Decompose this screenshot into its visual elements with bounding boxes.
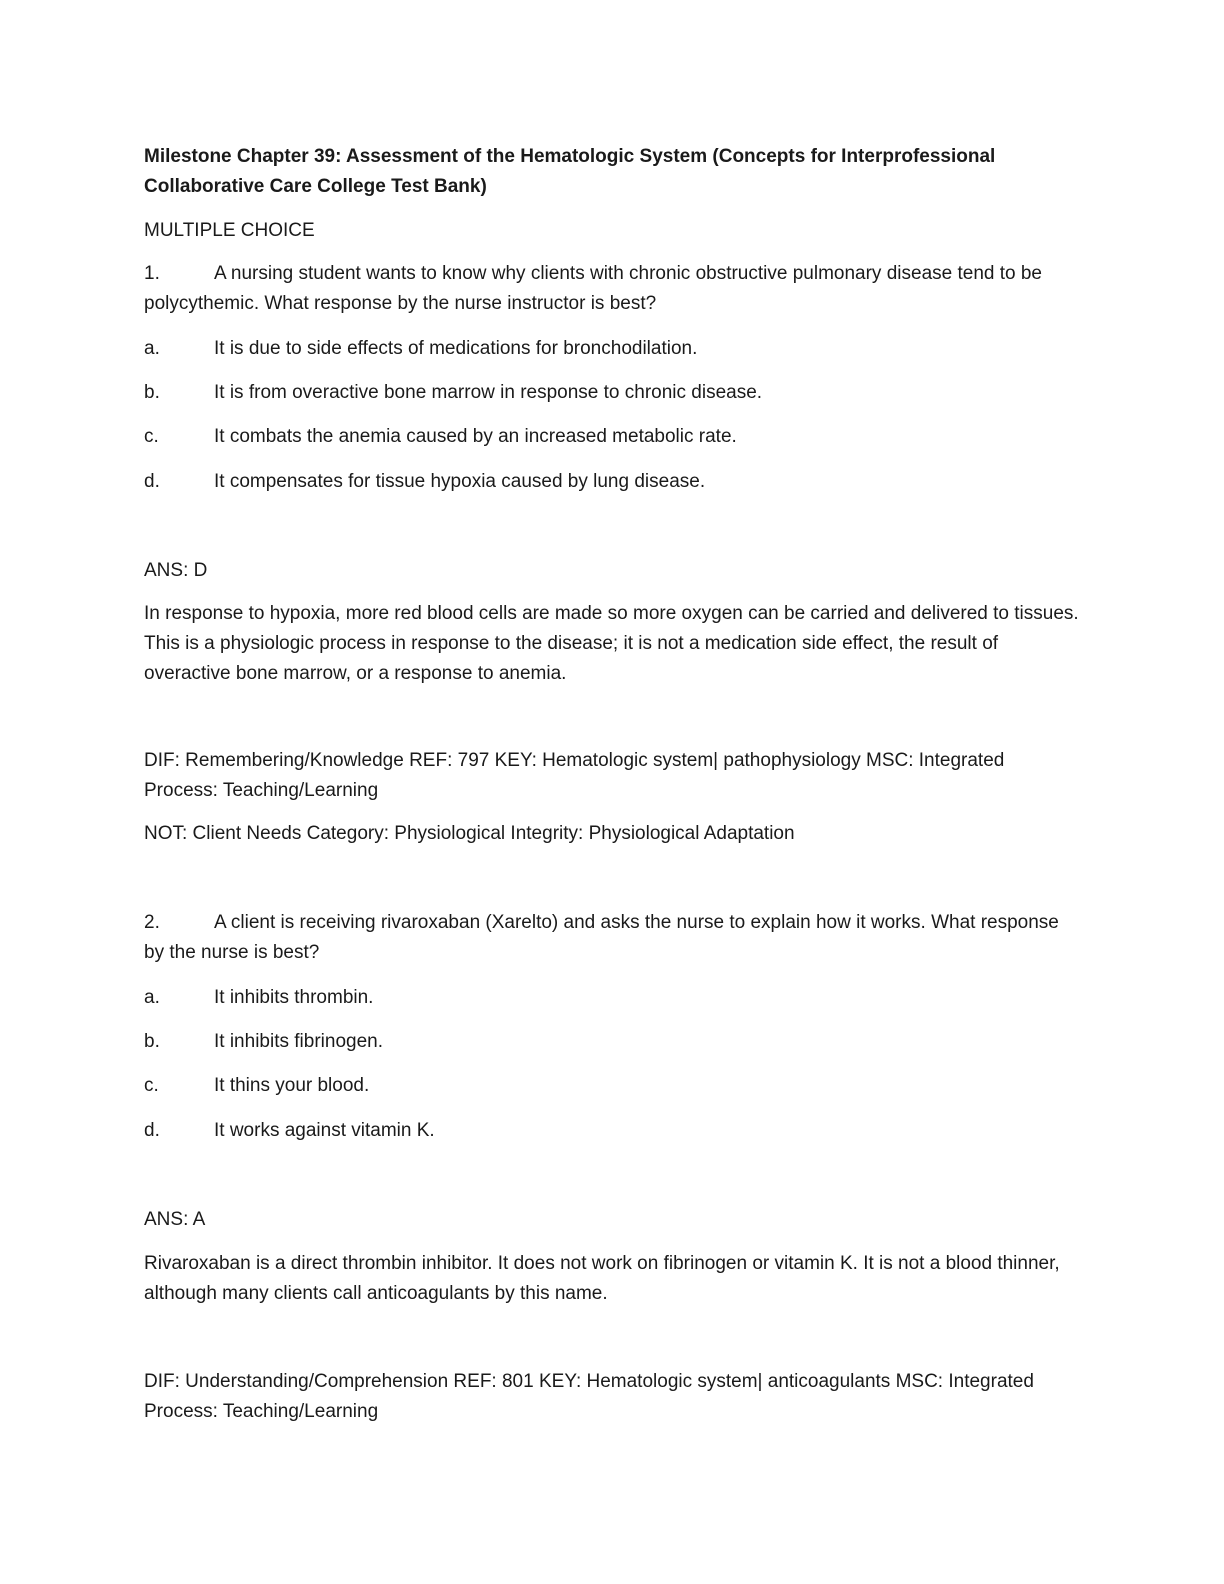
option-text: It compensates for tissue hypoxia caused by lung disease. — [214, 471, 706, 492]
question-1-rationale: In response to hypoxia, more red blood cells are made so more oxygen can be carried and delivered to tissues. This is a physiologic process in response to the disease; it is not a medication side effect, the result of overactive bone marrow, or a response to anemia. — [144, 603, 1079, 684]
question-2-meta: DIF: Understanding/Comprehension REF: 801 KEY: Hematologic system| anticoagulants MSC: Integrated Process: Teaching/Learning — [144, 1371, 1034, 1422]
question-1-meta: DIF: Remembering/Knowledge REF: 797 KEY: Hematologic system| pathophysiology MSC: Integrated Process: Teaching/Learning — [144, 750, 1005, 801]
option-text: It inhibits fibrinogen. — [214, 1031, 383, 1052]
question-1-number: 1. — [144, 263, 160, 284]
question-2-stem — [144, 908, 1080, 968]
question-2-number: 2. — [144, 912, 160, 933]
question-1-note: NOT: Client Needs Category: Physiological Integrity: Physiological Adaptation — [144, 823, 795, 844]
option-letter: d. — [144, 1120, 160, 1141]
option-letter: c. — [144, 1075, 159, 1096]
option-letter: a. — [144, 338, 160, 359]
question-2-text: A client is receiving rivaroxaban (Xarelto) and asks the nurse to explain how it works. What response by the nurse is best? — [144, 912, 1059, 963]
document-title: Milestone Chapter 39: Assessment of the Hematologic System (Concepts for Interprofessional Collaborative Care College Test Bank) — [144, 146, 996, 197]
option-letter: d. — [144, 471, 160, 492]
question-1-answer: ANS: D — [144, 560, 208, 581]
option-letter: b. — [144, 1031, 160, 1052]
option-text: It inhibits thrombin. — [214, 987, 374, 1008]
option-text: It combats the anemia caused by an increased metabolic rate. — [214, 426, 737, 447]
option-letter: b. — [144, 382, 160, 403]
question-1-stem — [144, 259, 1080, 319]
section-heading: MULTIPLE CHOICE — [144, 220, 315, 241]
option-letter: a. — [144, 987, 160, 1008]
option-letter: c. — [144, 426, 159, 447]
option-text: It works against vitamin K. — [214, 1120, 435, 1141]
option-text: It is due to side effects of medications for bronchodilation. — [214, 338, 698, 359]
question-2-rationale: Rivaroxaban is a direct thrombin inhibitor. It does not work on fibrinogen or vitamin K. It is not a blood thinner, although many clients call anticoagulants by this name. — [144, 1253, 1060, 1304]
question-1-text: A nursing student wants to know why clients with chronic obstructive pulmonary disease tend to be polycythemic. What response by the nurse instructor is best? — [144, 263, 1042, 314]
question-2-answer: ANS: A — [144, 1209, 206, 1230]
option-text: It is from overactive bone marrow in response to chronic disease. — [214, 382, 763, 403]
option-text: It thins your blood. — [214, 1075, 370, 1096]
